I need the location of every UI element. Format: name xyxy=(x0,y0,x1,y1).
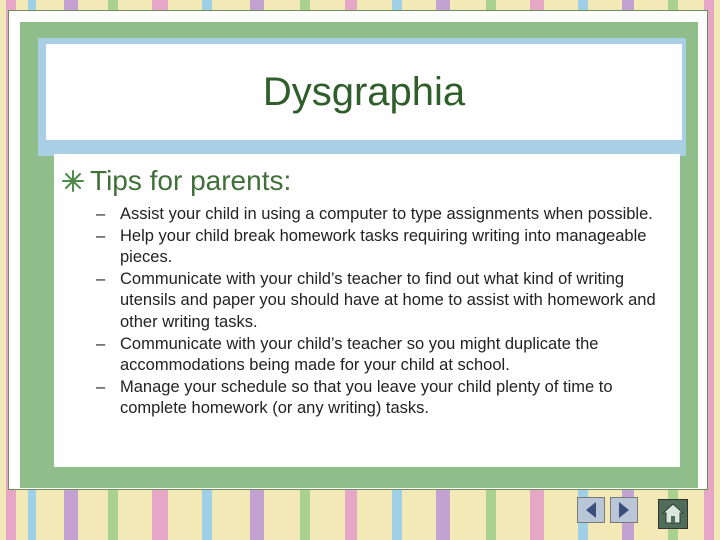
list-item xyxy=(92,334,667,377)
back-button[interactable] xyxy=(577,497,605,523)
slide-heading: Tips for parents: xyxy=(90,165,292,196)
tip-text: Communicate with your child’s teacher so you might duplicate the accommodations being made for your child at school. xyxy=(120,334,599,375)
tip-text: Help your child break homework tasks requiring writing into manageable pieces. xyxy=(120,226,647,267)
home-button[interactable] xyxy=(658,499,688,529)
list-marker: – xyxy=(96,205,106,223)
slide-title: Dysgraphia xyxy=(262,70,466,114)
list-item xyxy=(92,377,667,420)
list-item xyxy=(92,269,667,334)
tip-text: Manage your schedule so that you leave your child plenty of time to complete homework (or any writing) tasks. xyxy=(120,377,613,418)
list-marker: – xyxy=(96,226,106,245)
list-marker: – xyxy=(96,377,106,396)
list-item xyxy=(92,226,667,269)
tips-list xyxy=(92,204,667,420)
star-bullet-icon xyxy=(62,170,84,192)
tip-text: Communicate with your child’s teacher to find out what kind of writing utensils and paper you should have at home to assist with homework and other writing tasks. xyxy=(120,269,656,331)
forward-arrow-icon xyxy=(611,498,637,522)
back-arrow-icon xyxy=(578,498,604,522)
list-marker: – xyxy=(96,334,106,353)
list-marker: – xyxy=(96,269,106,288)
home-icon xyxy=(659,500,687,528)
tip-text: Assist your child in using a computer to type assignments when possible. xyxy=(120,205,653,223)
list-item xyxy=(92,204,667,226)
forward-button[interactable] xyxy=(610,497,638,523)
